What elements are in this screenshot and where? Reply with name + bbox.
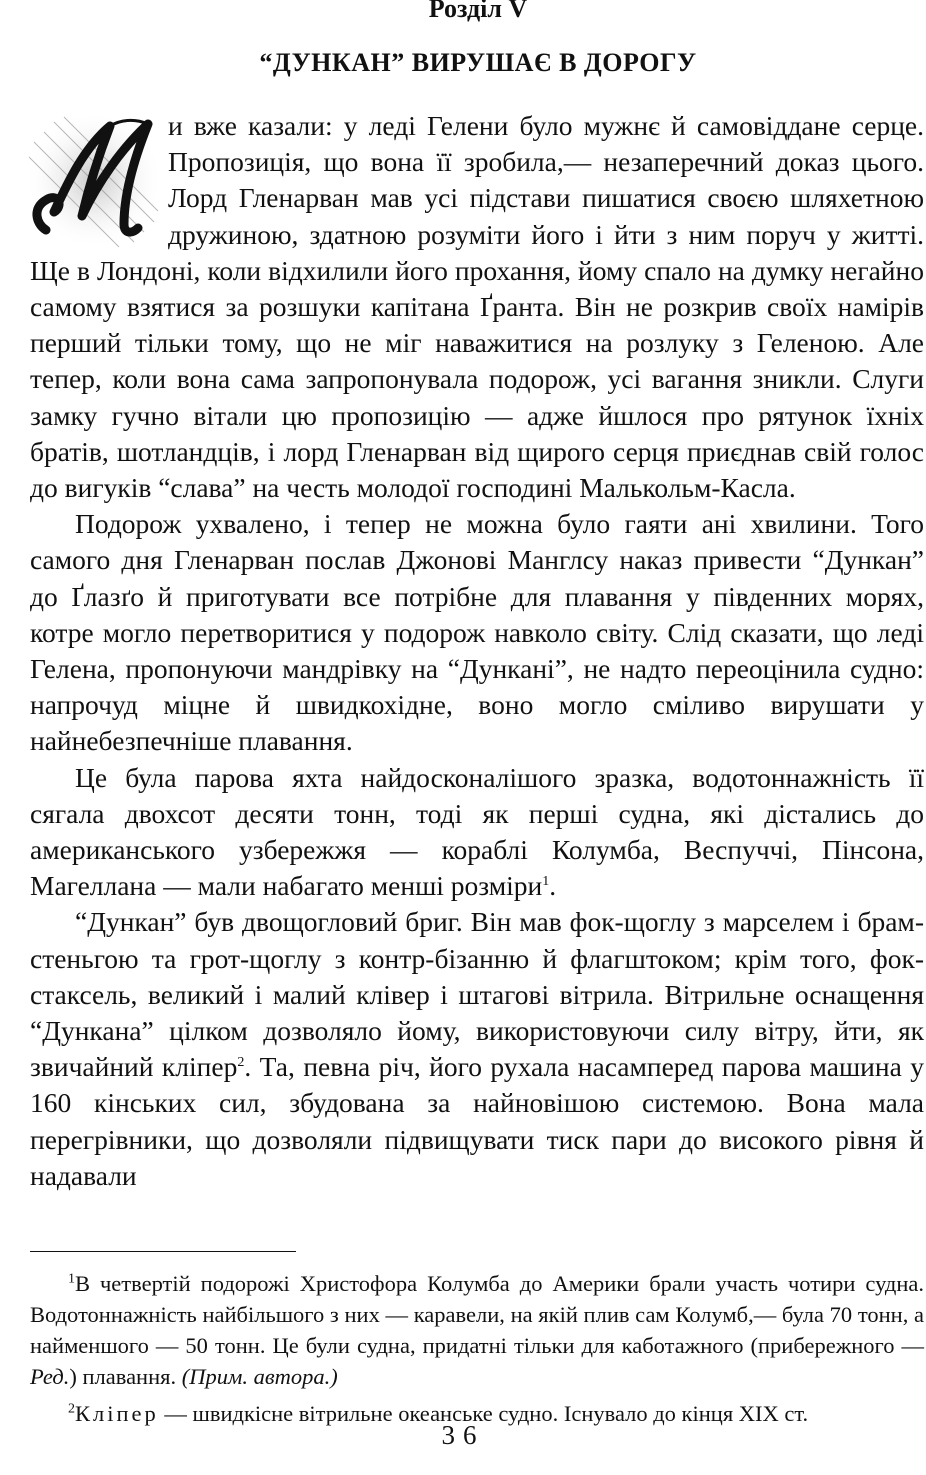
body-text [30, 108, 924, 1194]
page-number: 36 [441, 1420, 485, 1450]
paragraph-4-text: “Дункан” був двощогловий бриг. Він мав фок-щоглу з марселем і брам-стеньгою та грот-щоглу з контр-бізанню й флагштоком; крім того, фок-стаксель, великий і малий клівер і штагові вітрила. Вітрильне оснащення “Дункана” цілком дозволяло йому, використовуючи силу вітру, йти, як звичайний кліпер [30, 906, 924, 1083]
footnote-1-editor: Ред. [30, 1364, 70, 1389]
footnote-1-text: В четвертій подорожі Христофора Колумба до Америки брали участь чотири судна. Водотоннажність найбільшого з них — каравели, на якій плив сам Колумб,— була 70 тонн, а найменшого — 50 тонн. Це були судна, придатні тільки для каботажного (прибережного — [30, 1271, 924, 1358]
footnote-2-term: Кліпер [75, 1401, 159, 1426]
paragraph-2: Подорож ухвалено, і тепер не можна було гаяти ані хвилини. Того самого дня Гленарван послав Джонові Манглсу наказ привести “Дункан” до Ґлазґо й приготувати все потрібне для плавання у південних морях, котре могло перетворитися у подорож навколо світу. Слід сказати, що леді Гелена, пропонуючи мандрівку на “Дункані”, не надто переоцінила судно: напрочуд міцне й швидкохідне, воно могло сміливо вирушати у найнебезпечніше плавання. [30, 508, 924, 757]
footnote-2-mark: 2 [68, 1401, 75, 1417]
chapter-title: “ДУНКАН” ВИРУШАЄ В ДОРОГУ [259, 48, 697, 77]
paragraph-1-text: и вже казали: у леді Гелени було мужнє й самовіддане серце. Пропозиція, що вона її зробила,— незаперечний доказ цього. Лорд Гленарван мав усі підстави пишатися своєю шляхетною дружиною, здатною розуміти його і йти з ним поруч у житті. Ще в Лондоні, коли відхилили його прохання, йому спало на думку негайно самому взятися за розшуки капітана Ґранта. Він не розкрив своїх намірів перший тільки тому, що не міг наважитися на розлуку з Геленою. Але тепер, коли вона сама запропонувала подорож, усі вагання зникли. Слуги замку гучно вітали цю пропозицію — адже йшлося про рятунок їхніх братів, шотландців, і лорд Гленарван від щирого серця приєднав свій голос до вигуків “слава” на честь молодої господині Малькольм-Касла. [30, 110, 924, 504]
footnotes [30, 1268, 924, 1435]
footnote-divider [30, 1251, 296, 1252]
section-heading: Розділ V [428, 0, 528, 23]
paragraph-3 [30, 760, 924, 905]
footnote-ref-2: 2 [237, 1055, 245, 1071]
paragraph-4 [30, 904, 924, 1194]
paragraph-1 [30, 108, 924, 506]
footnote-1 [30, 1268, 924, 1392]
footnote-2-text: — швидкісне вітрильне океанське судно. Існувало до кінця XIX ст. [158, 1401, 809, 1426]
dropcap-letter-image [24, 112, 160, 252]
footnote-1-close: ) плавання. [69, 1364, 182, 1389]
footnote-1-mark: 1 [68, 1271, 75, 1287]
footnote-1-author-note: (Прим. автора.) [181, 1364, 338, 1389]
paragraph-3-text: Це була парова яхта найдосконалішого зразка, водотоннажність її сягала двохсот десяти тонн, тоді як перші судна, які дістались до американського узбережжя — кораблі Колумба, Веспуччі, Пінсона, Магеллана — мали набагато менші розміри [30, 761, 924, 902]
paragraph-4-cont: . Та, певна річ, його рухала насамперед парова машина у 160 кінських сил, збудована за найновішою системою. Вона мала перегрівники, що дозволяли підвищувати тиск пари до високого рівня й надавали [30, 1051, 924, 1191]
footnote-ref-1: 1 [542, 874, 550, 890]
paragraph-3-end: . [549, 870, 557, 902]
dropcap-ornament [24, 112, 160, 252]
